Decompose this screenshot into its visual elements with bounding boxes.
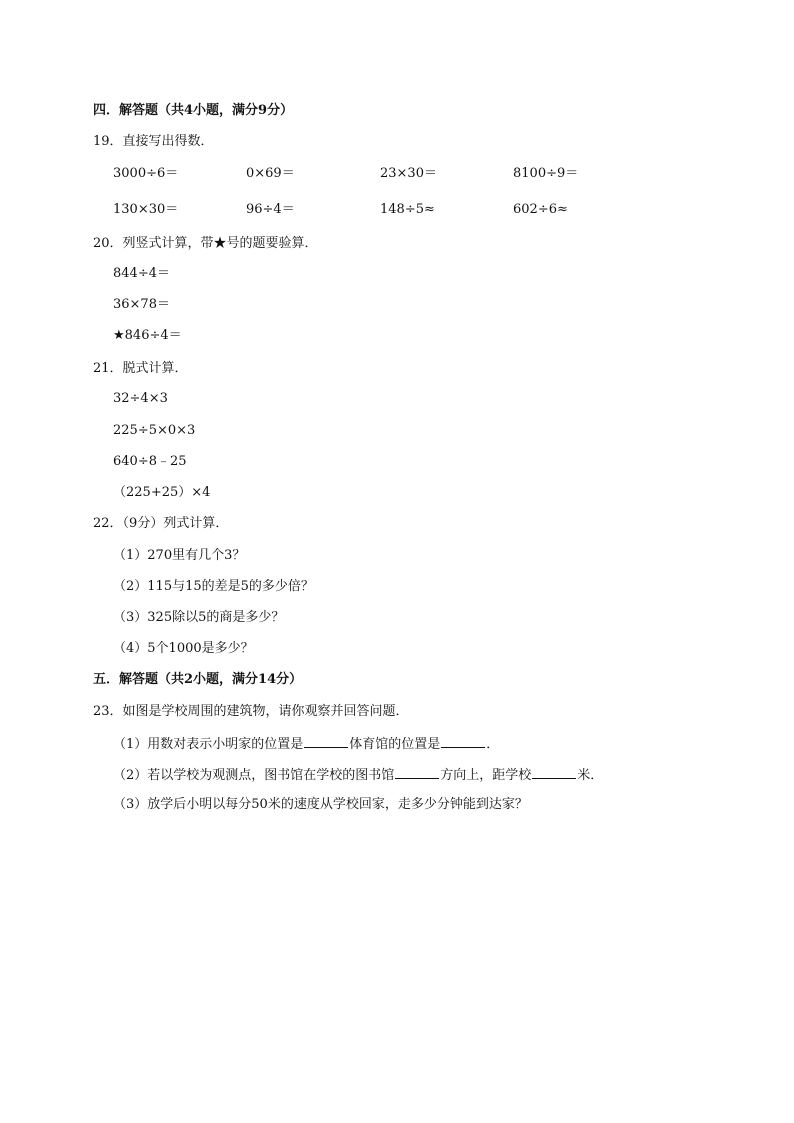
q20-item: 36×78＝ [113,297,170,312]
q19-item: 3000÷6＝ [113,166,179,181]
q20-item: 844÷4＝ [113,266,170,281]
q19-item: 23×30＝ [380,166,437,181]
q19-item: 148÷5≈ [380,202,435,217]
q19-item: 602÷6≈ [513,202,568,217]
q19-item: 96÷4＝ [246,202,295,217]
question-20-stem: 20．列竖式计算，带★号的题要验算． [93,236,318,251]
q23-part-1 [113,735,499,753]
section-4-heading: 四．解答题（共4小题，满分9分） [93,103,294,118]
q21-item: 640÷8﹣25 [113,454,187,469]
q23-part-1-text-b: 体育馆的位置是 [349,737,441,752]
q19-item: 0×69＝ [246,166,295,181]
question-19-stem: 19．直接写出得数． [93,134,214,149]
q19-item: 8100÷9＝ [513,166,579,181]
q22-item: （2）115与15的差是5的多少倍？ [113,579,314,594]
q23-part-3: （3）放学后小明以每分50米的速度从学校回家，走多少分钟能到达家？ [113,797,528,812]
q21-item: 32÷4×3 [113,391,168,406]
q21-item: 225÷5×0×3 [113,423,196,438]
answer-blank[interactable] [304,735,348,748]
q23-part-1-text-c: ． [486,737,500,752]
section-5-heading: 五．解答题（共2小题，满分14分） [93,672,303,687]
q23-part-2-text-a: （2）若以学校为观测点，图书馆在学校的图书馆 [113,768,395,783]
question-23-stem: 23．如图是学校周围的建筑物，请你观察并回答问题． [93,704,409,719]
answer-blank[interactable] [532,766,576,779]
q23-part-1-text-a: （1）用数对表示小明家的位置是 [113,737,304,752]
q21-item: （225+25）×4 [113,485,211,500]
q19-item: 130×30＝ [113,202,179,217]
q23-part-2 [113,766,603,784]
q22-item: （1）270里有几个3？ [113,548,246,563]
answer-blank[interactable] [441,735,485,748]
answer-blank[interactable] [395,766,439,779]
question-22-stem: 22．（9分）列式计算． [93,516,229,531]
q22-item: （3）325除以5的商是多少？ [113,610,285,625]
q20-item: ★846÷4＝ [113,328,182,343]
q23-part-2-text-b: 方向上，距学校 [440,768,532,783]
q22-item: （4）5个1000是多少？ [113,641,254,656]
q23-part-2-text-c: 米． [577,768,604,783]
question-21-stem: 21．脱式计算． [93,361,188,376]
